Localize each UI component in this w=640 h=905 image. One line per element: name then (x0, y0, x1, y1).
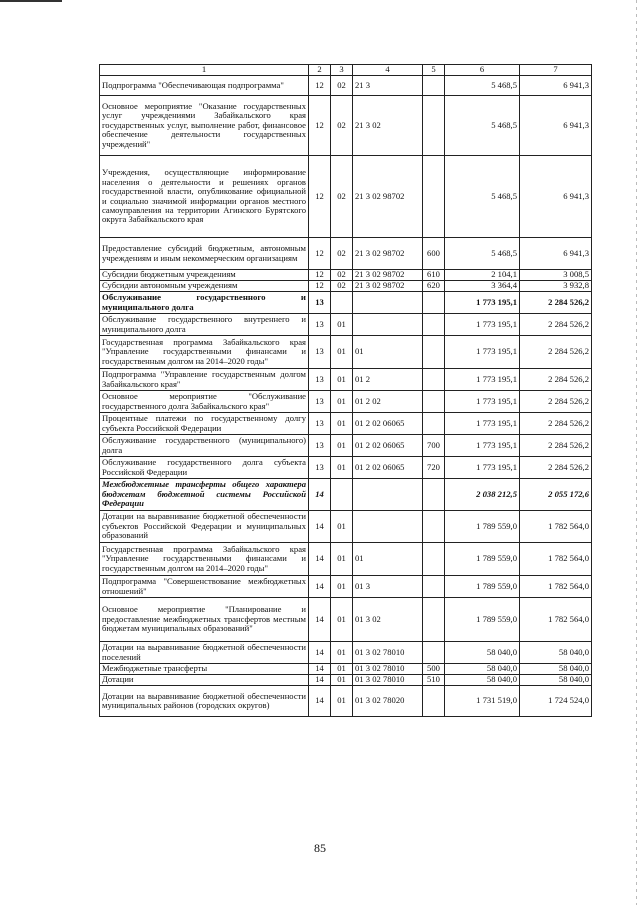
row-value-2019-cell: 5 468,5 (445, 238, 520, 270)
row-vr-cell (423, 598, 445, 642)
row-name-cell: Учреждения, осуществляющие информирование населения о деятельности и решениях органов государственной власти, опубликование официальной и социально значимой информации органов местного самоуправления на территории Агинского Бурятского округа Забайкальского края (100, 156, 309, 238)
row-rz-cell (331, 292, 353, 314)
table-row (100, 369, 592, 391)
row-name-cell: Межбюджетные трансферты общего характера бюджетам бюджетной системы Российской Федерации (100, 479, 309, 511)
budget-table (99, 64, 592, 717)
row-csr-cell: 21 3 (353, 76, 423, 96)
row-name-cell: Обслуживание государственного долга субъекта Российской Федерации (100, 457, 309, 479)
row-value-2020-cell: 1 782 564,0 (520, 511, 592, 543)
row-value-2019-cell: 58 040,0 (445, 675, 520, 686)
row-value-2020-cell: 2 284 526,2 (520, 413, 592, 435)
row-csr-cell: 01 2 02 06065 (353, 457, 423, 479)
row-rz-cell (331, 479, 353, 511)
row-min-cell: 12 (309, 270, 331, 281)
row-rz-cell: 02 (331, 238, 353, 270)
row-vr-cell (423, 543, 445, 576)
row-name-cell: Процентные платежи по государственному долгу субъекта Российской Федерации (100, 413, 309, 435)
row-vr-cell (423, 576, 445, 598)
row-min-cell: 12 (309, 96, 331, 156)
table-row (100, 292, 592, 314)
row-csr-cell: 21 3 02 98702 (353, 281, 423, 292)
row-name-cell: Дотации на выравнивание бюджетной обеспеченности поселений (100, 642, 309, 664)
row-name-cell: Подпрограмма "Совершенствование межбюджетных отношений" (100, 576, 309, 598)
row-rz-cell: 01 (331, 675, 353, 686)
row-value-2020-cell: 2 284 526,2 (520, 314, 592, 336)
row-name-cell: Основное мероприятие "Обслуживание государственного долга Забайкальского края" (100, 391, 309, 413)
row-value-2019-cell: 1 789 559,0 (445, 576, 520, 598)
header-cell: 2 (309, 65, 331, 76)
row-name-cell: Основное мероприятие "Планирование и предоставление межбюджетных трансфертов местным бюджетам муниципальных образований" (100, 598, 309, 642)
row-vr-cell (423, 156, 445, 238)
row-value-2020-cell: 58 040,0 (520, 642, 592, 664)
row-csr-cell: 21 3 02 (353, 96, 423, 156)
table-row (100, 270, 592, 281)
row-value-2020-cell: 58 040,0 (520, 675, 592, 686)
row-value-2020-cell: 6 941,3 (520, 76, 592, 96)
table-row (100, 457, 592, 479)
row-csr-cell: 01 3 02 78010 (353, 664, 423, 675)
row-value-2020-cell: 1 782 564,0 (520, 576, 592, 598)
header-cell: 4 (353, 65, 423, 76)
row-value-2019-cell: 3 364,4 (445, 281, 520, 292)
row-value-2019-cell: 1 773 195,1 (445, 292, 520, 314)
row-value-2019-cell: 1 731 519,0 (445, 686, 520, 717)
row-rz-cell: 01 (331, 511, 353, 543)
row-csr-cell (353, 292, 423, 314)
table-row (100, 511, 592, 543)
row-vr-cell: 620 (423, 281, 445, 292)
row-name-cell: Субсидии автономным учреждениям (100, 281, 309, 292)
row-rz-cell: 02 (331, 96, 353, 156)
row-min-cell: 14 (309, 642, 331, 664)
row-name-cell: Дотации на выравнивание бюджетной обеспеченности субъектов Российской Федерации и муниципальных образований (100, 511, 309, 543)
row-value-2019-cell: 1 773 195,1 (445, 369, 520, 391)
row-rz-cell: 02 (331, 76, 353, 96)
row-vr-cell (423, 76, 445, 96)
row-rz-cell: 01 (331, 686, 353, 717)
table-row (100, 96, 592, 156)
table-header-row (100, 65, 592, 76)
header-cell: 6 (445, 65, 520, 76)
table-row (100, 156, 592, 238)
row-csr-cell: 01 3 (353, 576, 423, 598)
row-csr-cell: 01 2 (353, 369, 423, 391)
table-row (100, 686, 592, 717)
row-min-cell: 13 (309, 413, 331, 435)
row-min-cell: 12 (309, 156, 331, 238)
table-row (100, 576, 592, 598)
row-csr-cell (353, 314, 423, 336)
row-rz-cell: 01 (331, 598, 353, 642)
row-value-2019-cell: 1 773 195,1 (445, 435, 520, 457)
row-value-2019-cell: 58 040,0 (445, 642, 520, 664)
row-csr-cell: 01 3 02 78010 (353, 642, 423, 664)
table-row (100, 543, 592, 576)
row-csr-cell: 01 3 02 78020 (353, 686, 423, 717)
table-row (100, 76, 592, 96)
row-value-2019-cell: 1 789 559,0 (445, 598, 520, 642)
row-name-cell: Межбюджетные трансферты (100, 664, 309, 675)
row-csr-cell: 21 3 02 98702 (353, 156, 423, 238)
row-value-2019-cell: 1 789 559,0 (445, 543, 520, 576)
row-name-cell: Основное мероприятие "Оказание государственных услуг учреждениями Забайкальского края государственных услуг, выполнение работ, финансовое обеспечение деятельности государственных учреждений" (100, 96, 309, 156)
row-name-cell: Подпрограмма "Управление государственным долгом Забайкальского края" (100, 369, 309, 391)
row-vr-cell: 700 (423, 435, 445, 457)
row-rz-cell: 01 (331, 543, 353, 576)
row-value-2019-cell: 2 104,1 (445, 270, 520, 281)
row-rz-cell: 01 (331, 391, 353, 413)
row-min-cell: 12 (309, 238, 331, 270)
row-rz-cell: 01 (331, 457, 353, 479)
header-cell: 1 (100, 65, 309, 76)
row-vr-cell (423, 96, 445, 156)
row-min-cell: 14 (309, 479, 331, 511)
row-value-2020-cell: 1 782 564,0 (520, 543, 592, 576)
table-row (100, 664, 592, 675)
row-value-2020-cell: 58 040,0 (520, 664, 592, 675)
row-csr-cell: 01 2 02 06065 (353, 435, 423, 457)
row-min-cell: 12 (309, 281, 331, 292)
row-value-2019-cell: 1 789 559,0 (445, 511, 520, 543)
table-row (100, 281, 592, 292)
row-vr-cell (423, 479, 445, 511)
row-min-cell: 14 (309, 576, 331, 598)
row-name-cell: Дотации (100, 675, 309, 686)
scan-edge (636, 0, 637, 905)
page-number: 85 (314, 841, 326, 855)
row-csr-cell: 01 2 02 (353, 391, 423, 413)
row-vr-cell (423, 314, 445, 336)
row-vr-cell (423, 686, 445, 717)
header-cell: 7 (520, 65, 592, 76)
row-min-cell: 14 (309, 543, 331, 576)
row-rz-cell: 01 (331, 642, 353, 664)
row-vr-cell (423, 642, 445, 664)
row-csr-cell: 01 2 02 06065 (353, 413, 423, 435)
row-min-cell: 13 (309, 369, 331, 391)
row-value-2019-cell: 5 468,5 (445, 76, 520, 96)
row-name-cell: Дотации на выравнивание бюджетной обеспеченности муниципальных районов (городских округов) (100, 686, 309, 717)
row-value-2019-cell: 2 038 212,5 (445, 479, 520, 511)
row-min-cell: 12 (309, 76, 331, 96)
row-name-cell: Обслуживание государственного и муниципального долга (100, 292, 309, 314)
row-value-2019-cell: 1 773 195,1 (445, 336, 520, 369)
row-rz-cell: 01 (331, 314, 353, 336)
row-rz-cell: 01 (331, 336, 353, 369)
row-name-cell: Предоставление субсидий бюджетным, автономным учреждениям и иным некоммерческим организациям (100, 238, 309, 270)
row-vr-cell: 510 (423, 675, 445, 686)
table-row (100, 314, 592, 336)
table-row (100, 435, 592, 457)
row-value-2020-cell: 2 284 526,2 (520, 435, 592, 457)
row-min-cell: 14 (309, 598, 331, 642)
row-name-cell: Государственная программа Забайкальского края "Управление государственными финансами и государственным долгом на 2014–2020 годы" (100, 543, 309, 576)
row-name-cell: Обслуживание государственного (муниципального) долга (100, 435, 309, 457)
row-min-cell: 13 (309, 314, 331, 336)
row-csr-cell: 01 (353, 336, 423, 369)
row-min-cell: 13 (309, 457, 331, 479)
row-value-2020-cell: 6 941,3 (520, 96, 592, 156)
row-csr-cell: 21 3 02 98702 (353, 270, 423, 281)
row-csr-cell (353, 511, 423, 543)
row-rz-cell: 01 (331, 369, 353, 391)
row-csr-cell: 21 3 02 98702 (353, 238, 423, 270)
row-value-2020-cell: 2 284 526,2 (520, 369, 592, 391)
row-min-cell: 13 (309, 336, 331, 369)
row-vr-cell (423, 369, 445, 391)
row-min-cell: 14 (309, 511, 331, 543)
row-rz-cell: 02 (331, 281, 353, 292)
header-cell: 5 (423, 65, 445, 76)
row-csr-cell: 01 (353, 543, 423, 576)
row-min-cell: 13 (309, 292, 331, 314)
row-csr-cell (353, 479, 423, 511)
row-rz-cell: 02 (331, 156, 353, 238)
row-value-2020-cell: 1 724 524,0 (520, 686, 592, 717)
row-value-2019-cell: 1 773 195,1 (445, 314, 520, 336)
row-value-2020-cell: 2 284 526,2 (520, 336, 592, 369)
table-row (100, 642, 592, 664)
table-row (100, 598, 592, 642)
row-vr-cell (423, 336, 445, 369)
row-vr-cell (423, 292, 445, 314)
row-min-cell: 13 (309, 435, 331, 457)
table-row (100, 336, 592, 369)
table-row (100, 413, 592, 435)
row-vr-cell (423, 511, 445, 543)
top-rule (0, 0, 62, 2)
row-value-2020-cell: 2 055 172,6 (520, 479, 592, 511)
row-name-cell: Подпрограмма "Обеспечивающая подпрограмма" (100, 76, 309, 96)
table-row (100, 675, 592, 686)
header-cell: 3 (331, 65, 353, 76)
row-csr-cell: 01 3 02 (353, 598, 423, 642)
row-rz-cell: 01 (331, 576, 353, 598)
table-row (100, 238, 592, 270)
row-rz-cell: 01 (331, 664, 353, 675)
table-row (100, 479, 592, 511)
row-vr-cell: 720 (423, 457, 445, 479)
row-vr-cell: 500 (423, 664, 445, 675)
row-value-2020-cell: 2 284 526,2 (520, 457, 592, 479)
row-vr-cell (423, 413, 445, 435)
row-min-cell: 14 (309, 686, 331, 717)
row-value-2020-cell: 1 782 564,0 (520, 598, 592, 642)
row-value-2020-cell: 3 008,5 (520, 270, 592, 281)
row-name-cell: Обслуживание государственного внутреннего и муниципального долга (100, 314, 309, 336)
row-csr-cell: 01 3 02 78010 (353, 675, 423, 686)
row-value-2019-cell: 1 773 195,1 (445, 391, 520, 413)
row-rz-cell: 01 (331, 435, 353, 457)
row-vr-cell: 600 (423, 238, 445, 270)
row-min-cell: 13 (309, 391, 331, 413)
row-name-cell: Субсидии бюджетным учреждениям (100, 270, 309, 281)
row-value-2019-cell: 5 468,5 (445, 156, 520, 238)
row-value-2020-cell: 6 941,3 (520, 156, 592, 238)
row-value-2020-cell: 2 284 526,2 (520, 292, 592, 314)
row-min-cell: 14 (309, 664, 331, 675)
row-vr-cell: 610 (423, 270, 445, 281)
row-value-2020-cell: 3 932,8 (520, 281, 592, 292)
row-value-2019-cell: 58 040,0 (445, 664, 520, 675)
row-value-2019-cell: 1 773 195,1 (445, 457, 520, 479)
row-rz-cell: 02 (331, 270, 353, 281)
row-vr-cell (423, 391, 445, 413)
row-value-2020-cell: 2 284 526,2 (520, 391, 592, 413)
row-value-2019-cell: 1 773 195,1 (445, 413, 520, 435)
row-value-2019-cell: 5 468,5 (445, 96, 520, 156)
row-name-cell: Государственная программа Забайкальского края "Управление государственными финансами и государственным долгом на 2014–2020 годы" (100, 336, 309, 369)
table-row (100, 391, 592, 413)
row-min-cell: 14 (309, 675, 331, 686)
row-value-2020-cell: 6 941,3 (520, 238, 592, 270)
row-rz-cell: 01 (331, 413, 353, 435)
